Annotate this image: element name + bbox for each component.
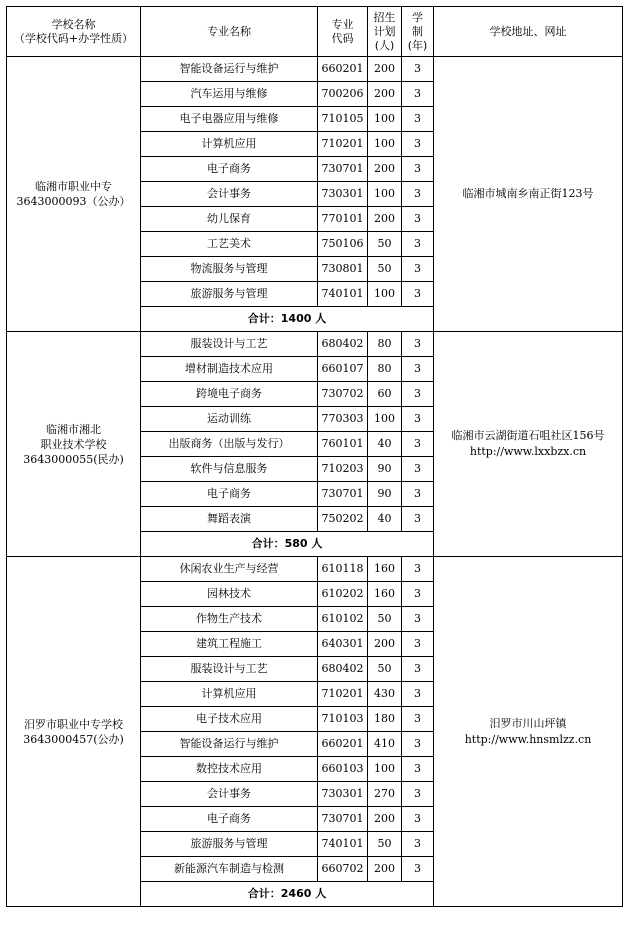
major-cell: 智能设备运行与维护 — [141, 57, 318, 82]
plan-cell: 200 — [368, 82, 402, 107]
code-cell: 660201 — [318, 57, 368, 82]
school-name-line: 3643000055(民办) — [23, 452, 124, 466]
header-plan: 招生 计划 (人) — [368, 7, 402, 57]
years-cell: 3 — [402, 357, 434, 382]
major-cell: 服装设计与工艺 — [141, 657, 318, 682]
major-cell: 电子电器应用与维修 — [141, 107, 318, 132]
major-cell: 电子商务 — [141, 807, 318, 832]
code-cell: 750106 — [318, 232, 368, 257]
school-website: http://www.lxxbzx.cn — [469, 445, 587, 458]
years-cell: 3 — [402, 57, 434, 82]
years-cell: 3 — [402, 282, 434, 307]
header-years: 学 制 (年) — [402, 7, 434, 57]
school-address-cell — [434, 57, 623, 332]
code-cell: 730701 — [318, 482, 368, 507]
plan-cell: 80 — [368, 357, 402, 382]
code-cell: 610118 — [318, 557, 368, 582]
years-cell: 3 — [402, 632, 434, 657]
plan-cell: 200 — [368, 632, 402, 657]
school-name-line: 3643000093（公办） — [16, 195, 131, 208]
years-cell: 3 — [402, 482, 434, 507]
major-cell: 数控技术应用 — [141, 757, 318, 782]
major-cell: 运动训练 — [141, 407, 318, 432]
years-cell: 3 — [402, 157, 434, 182]
plan-cell: 50 — [368, 657, 402, 682]
plan-cell: 100 — [368, 407, 402, 432]
major-cell: 跨境电子商务 — [141, 382, 318, 407]
header-major: 专业名称 — [141, 7, 318, 57]
major-cell: 园林技术 — [141, 582, 318, 607]
code-cell: 730701 — [318, 157, 368, 182]
school-name-line: 职业技术学校 — [40, 437, 107, 451]
major-cell: 服装设计与工艺 — [141, 332, 318, 357]
school-address-cell — [434, 557, 623, 907]
major-cell: 工艺美术 — [141, 232, 318, 257]
plan-cell: 50 — [368, 257, 402, 282]
table-row — [7, 557, 623, 582]
plan-cell: 80 — [368, 332, 402, 357]
years-cell: 3 — [402, 332, 434, 357]
years-cell: 3 — [402, 582, 434, 607]
code-cell: 730701 — [318, 807, 368, 832]
code-cell: 700206 — [318, 82, 368, 107]
years-cell: 3 — [402, 207, 434, 232]
major-cell: 计算机应用 — [141, 132, 318, 157]
years-cell: 3 — [402, 107, 434, 132]
school-name-line: 临湘市职业中专 — [35, 180, 112, 193]
years-cell: 3 — [402, 232, 434, 257]
major-cell: 智能设备运行与维护 — [141, 732, 318, 757]
total-cell: 合计：1400 人 — [141, 307, 434, 332]
major-cell: 舞蹈表演 — [141, 507, 318, 532]
years-cell: 3 — [402, 82, 434, 107]
plan-cell: 200 — [368, 857, 402, 882]
header-row — [7, 7, 623, 57]
years-cell: 3 — [402, 407, 434, 432]
years-cell: 3 — [402, 557, 434, 582]
code-cell: 710201 — [318, 132, 368, 157]
school-name-line: 汨罗市职业中专学校 — [24, 717, 123, 731]
code-cell: 680402 — [318, 332, 368, 357]
plan-cell: 50 — [368, 607, 402, 632]
table-row — [7, 332, 623, 357]
total-cell: 合计：580 人 — [141, 532, 434, 557]
code-cell: 770303 — [318, 407, 368, 432]
header-address: 学校地址、网址 — [434, 7, 623, 57]
school-name-cell — [7, 557, 141, 907]
school-address: 汨罗市川山坪镇 — [489, 716, 567, 730]
major-cell: 会计事务 — [141, 782, 318, 807]
years-cell: 3 — [402, 782, 434, 807]
major-cell: 电子技术应用 — [141, 707, 318, 732]
years-cell: 3 — [402, 382, 434, 407]
plan-cell: 100 — [368, 182, 402, 207]
major-cell: 建筑工程施工 — [141, 632, 318, 657]
plan-cell: 270 — [368, 782, 402, 807]
years-cell: 3 — [402, 432, 434, 457]
major-cell: 作物生产技术 — [141, 607, 318, 632]
plan-cell: 200 — [368, 807, 402, 832]
major-cell: 汽车运用与维修 — [141, 82, 318, 107]
code-cell: 760101 — [318, 432, 368, 457]
major-cell: 增材制造技术应用 — [141, 357, 318, 382]
total-cell: 合计：2460 人 — [141, 882, 434, 907]
code-cell: 770101 — [318, 207, 368, 232]
years-cell: 3 — [402, 682, 434, 707]
code-cell: 730301 — [318, 182, 368, 207]
plan-cell: 100 — [368, 107, 402, 132]
years-cell: 3 — [402, 857, 434, 882]
plan-cell: 60 — [368, 382, 402, 407]
major-cell: 电子商务 — [141, 157, 318, 182]
school-address: 临湘市云湖街道石咀社区156号 — [451, 429, 605, 442]
years-cell: 3 — [402, 457, 434, 482]
years-cell: 3 — [402, 132, 434, 157]
major-cell: 物流服务与管理 — [141, 257, 318, 282]
major-cell: 出版商务（出版与发行） — [141, 432, 318, 457]
years-cell: 3 — [402, 807, 434, 832]
plan-cell: 430 — [368, 682, 402, 707]
school-name-cell — [7, 57, 141, 332]
code-cell: 610202 — [318, 582, 368, 607]
code-cell: 740101 — [318, 832, 368, 857]
major-cell: 旅游服务与管理 — [141, 282, 318, 307]
plan-cell: 40 — [368, 507, 402, 532]
code-cell: 710103 — [318, 707, 368, 732]
code-cell: 750202 — [318, 507, 368, 532]
code-cell: 660201 — [318, 732, 368, 757]
code-cell: 660702 — [318, 857, 368, 882]
code-cell: 610102 — [318, 607, 368, 632]
plan-cell: 100 — [368, 132, 402, 157]
school-name-cell — [7, 332, 141, 557]
major-cell: 旅游服务与管理 — [141, 832, 318, 857]
years-cell: 3 — [402, 832, 434, 857]
table-row — [7, 57, 623, 82]
code-cell: 730801 — [318, 257, 368, 282]
years-cell: 3 — [402, 607, 434, 632]
school-name-line: 3643000457(公办) — [23, 732, 124, 746]
major-cell: 软件与信息服务 — [141, 457, 318, 482]
school-website: http://www.hnsmlzz.cn — [464, 732, 592, 746]
major-cell: 会计事务 — [141, 182, 318, 207]
code-cell: 740101 — [318, 282, 368, 307]
plan-cell: 200 — [368, 57, 402, 82]
code-cell: 730702 — [318, 382, 368, 407]
major-cell: 电子商务 — [141, 482, 318, 507]
header-school: 学校名称 （学校代码+办学性质） — [7, 7, 141, 57]
code-cell: 730301 — [318, 782, 368, 807]
plan-cell: 50 — [368, 832, 402, 857]
years-cell: 3 — [402, 732, 434, 757]
table-body — [7, 57, 623, 907]
school-address: 临湘市城南乡南正街123号 — [462, 187, 594, 200]
plan-cell: 100 — [368, 757, 402, 782]
plan-cell: 40 — [368, 432, 402, 457]
plan-cell: 90 — [368, 457, 402, 482]
years-cell: 3 — [402, 757, 434, 782]
plan-cell: 100 — [368, 282, 402, 307]
plan-cell: 160 — [368, 557, 402, 582]
major-cell: 幼儿保育 — [141, 207, 318, 232]
code-cell: 710105 — [318, 107, 368, 132]
years-cell: 3 — [402, 657, 434, 682]
plan-cell: 90 — [368, 482, 402, 507]
code-cell: 680402 — [318, 657, 368, 682]
years-cell: 3 — [402, 507, 434, 532]
enrollment-table — [6, 6, 623, 907]
plan-cell: 160 — [368, 582, 402, 607]
plan-cell: 50 — [368, 232, 402, 257]
header-code: 专业 代码 — [318, 7, 368, 57]
code-cell: 640301 — [318, 632, 368, 657]
major-cell: 新能源汽车制造与检测 — [141, 857, 318, 882]
school-name-line: 临湘市湘北 — [46, 422, 101, 436]
code-cell: 660103 — [318, 757, 368, 782]
years-cell: 3 — [402, 182, 434, 207]
plan-cell: 180 — [368, 707, 402, 732]
major-cell: 休闲农业生产与经营 — [141, 557, 318, 582]
years-cell: 3 — [402, 257, 434, 282]
plan-cell: 200 — [368, 157, 402, 182]
code-cell: 660107 — [318, 357, 368, 382]
plan-cell: 410 — [368, 732, 402, 757]
major-cell: 计算机应用 — [141, 682, 318, 707]
years-cell: 3 — [402, 707, 434, 732]
plan-cell: 200 — [368, 207, 402, 232]
code-cell: 710201 — [318, 682, 368, 707]
school-address-cell — [434, 332, 623, 557]
code-cell: 710203 — [318, 457, 368, 482]
